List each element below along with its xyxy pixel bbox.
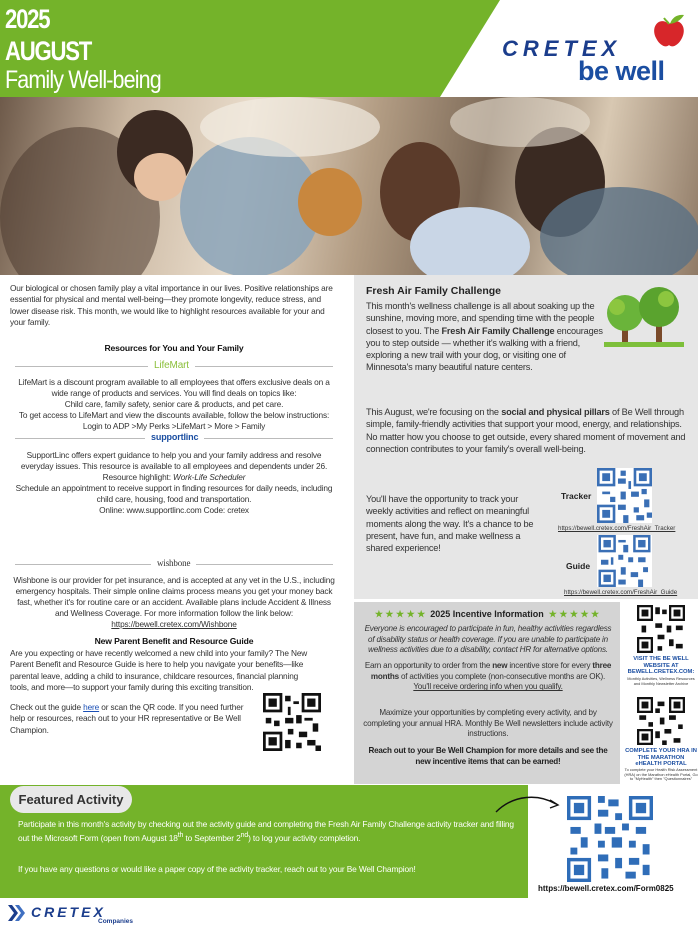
family-hug-illustration	[0, 97, 698, 275]
trees-icon	[602, 285, 686, 349]
fresh-air-paragraph-3: You'll have the opportunity to track your weekly activities and reflect on meaningful moments along the way. It's a chance to be present, have fun, and make wellness a shared experience!	[366, 494, 534, 554]
supportlinc-highlight	[7, 472, 341, 483]
incentive-paragraph-1: Everyone is encouraged to participate in fun, healthy activities regardless of disability status or health coverage. If you are unable to participate in wellness activities due to a disability, contact HR for alternative options.	[364, 624, 612, 655]
lifemart-text-4: To get access to LifeMart and view the discounts available, follow the below instructions:	[18, 410, 330, 420]
fresh-air-panel	[354, 275, 698, 599]
side-resources	[624, 602, 698, 784]
brand-name: CRETEX	[502, 36, 622, 61]
guide-qr-code[interactable]	[597, 535, 652, 587]
newsletter-year: 2025	[5, 4, 50, 34]
featured-paragraph-2: If you have any questions or would like a paper copy of the activity tracker, reach out to your Be Well Champion!	[18, 864, 416, 874]
newsletter-theme: Family Well-being	[5, 66, 161, 94]
wishbone-logo: wishbone	[151, 558, 196, 569]
cretex-chevron-icon	[8, 905, 28, 921]
check-post: or scan the QR code. If you need further help or resources, reach out to your HR representative or Be Well Champion.	[10, 702, 244, 735]
hra-portal-subcaption: To complete your Health Risk Assessment (HRA) on the Marathon eHealth Portal, Go to "MyHealth" then "Questionnaires"	[624, 767, 698, 782]
supportlinc-text-4: child care, housing, food and transportation.	[96, 494, 252, 504]
p1-post: encourages you to step outside — whether it's walking with a friend, exploring a new trail with your dog, or visiting one of Minnesota's many beautiful nature centers.	[366, 325, 603, 373]
p2-bold: social and physical pillars	[501, 407, 610, 417]
f1-sup-nd: nd	[240, 832, 249, 840]
bewell-website-caption: VISIT THE BE WELL WEBSITE AT BEWELL.CRETEX.COM:	[627, 656, 695, 676]
featured-paragraph-1	[18, 819, 522, 844]
qr-code-icon	[637, 605, 685, 653]
fresh-air-title: Fresh Air Family Challenge	[366, 285, 501, 297]
incentive-paragraph-3: Maximize your opportunities by completing every activity, and by completing your annual HRA. Monthly Be Well newsletters include activity instructions.	[363, 708, 613, 739]
microsoft-form-url[interactable]: https://bewell.cretex.com/Form0825	[538, 884, 674, 893]
hra-portal-caption: COMPLETE YOUR HRA IN THE MARATHON eHEALTH PORTAL	[625, 748, 697, 768]
lifemart-text-5: Login to ADP >My Perks >LifeMart > More > Family	[82, 421, 266, 431]
lifemart-logo: LifeMart	[148, 360, 195, 371]
featured-activity-label: Featured Activity	[10, 786, 132, 813]
wishbone-text-1: Wishbone is our provider for pet insurance, and is accepted at any vet in the U.S., including	[13, 575, 335, 585]
supportlinc-text-2: everyday issues. This resource is available to all employees and dependents under 26.	[20, 461, 328, 471]
footer-brand: CRETEX	[31, 904, 106, 920]
tracker-qr-code[interactable]	[597, 468, 652, 523]
supportlinc-text-1: SupportLinc offers expert guidance to help you and your family address and resolve	[26, 450, 322, 460]
tracker-label: Tracker	[561, 491, 592, 501]
footer-brand-sub: Companies	[98, 918, 134, 925]
ordering-info-link[interactable]: You'll receive ordering info when you qualify.	[413, 682, 563, 692]
lifemart-text-2: wide range of products and services. You will find deals on topics like:	[51, 388, 297, 398]
p2-post: of Be Well through simple, family-friendly activities that support your mood, energy, and relationships. No matter how you choose to get outside, every shared moment of movement and connection contributes to your family's overall well-being.	[366, 407, 686, 454]
p2-pre: This August, we're focusing on the	[366, 407, 502, 417]
star-icons: ★ ★ ★ ★ ★	[548, 609, 600, 619]
bewell-website-qr-code[interactable]	[637, 605, 685, 653]
guide-label: Guide	[566, 561, 591, 571]
incentive-paragraph-2	[362, 661, 614, 693]
hero-photo	[0, 97, 698, 275]
lifemart-text-1: LifeMart is a discount program available to all employees that offers exclusive deals on a	[18, 377, 330, 387]
incentive-paragraph-4: Reach out to your Be Well Champion for more details and see the new incentive items that can be earned!	[368, 746, 608, 766]
resources-column	[5, 275, 343, 785]
brand-tagline: be well	[578, 56, 665, 86]
parent-guide-text: Are you expecting or have recently welcomed a new child into your family? The New Parent Benefit and Resource Guide is here to help you navigate your benefits—like parental leave, adding a child to insurance, childcare resources, financial planning tools, and more—to support your family during this exciting transition.	[10, 648, 308, 692]
p2-bold-new: new	[492, 661, 508, 670]
f1-sup-th: th	[177, 832, 184, 840]
supportlinc-logo: supportlinc	[145, 432, 204, 443]
hra-portal-qr-code[interactable]	[637, 697, 685, 745]
microsoft-form-qr-code[interactable]	[567, 796, 653, 882]
parent-guide-title: New Parent Benefit and Resource Guide	[94, 636, 254, 646]
guide-url[interactable]: https://bewell.cretex.com/FreshAir_Guide	[564, 589, 678, 596]
qr-code-icon	[567, 796, 653, 882]
bewell-website-subcaption: Monthly Activities, Wellness Resources and Monthly Newsletter Archive	[627, 676, 695, 686]
apple-icon	[648, 12, 690, 52]
wishbone-text-3: fast, whether it's for routine care or an accident. Available plans include Accident & Illness	[17, 597, 331, 607]
fresh-air-paragraph-2	[366, 406, 692, 455]
qr-code-icon	[263, 693, 321, 751]
incentive-panel	[354, 602, 620, 784]
f1-post: ) to log your activity completion.	[248, 833, 361, 843]
arrow-icon	[494, 792, 564, 822]
wishbone-text-2: emergency hospitals. Their simple online claims process means you get your money back	[15, 586, 333, 596]
intro-paragraph: Our biological or chosen family play a vital importance in our lives. Positive relationships are essential for physical and mental well-being—they promote longevity, reduce stress, and lower disease risk. This month, we would like to highlight resources available for your and your family.	[10, 283, 333, 327]
cretex-bewell-logo	[498, 12, 698, 92]
resources-title: Resources for You and Your Family	[104, 343, 244, 353]
f1-mid: to September 2	[183, 833, 241, 843]
parent-guide-check	[10, 702, 256, 736]
wishbone-text-4: and Wellness Coverage. For more information follow the link below:	[54, 608, 294, 618]
incentive-title: 2025 Incentive Information	[430, 609, 544, 619]
qr-code-icon	[637, 697, 685, 745]
lifemart-text-3: Child care, family safety, senior care & products, and pet care.	[64, 399, 284, 409]
guide-here-link[interactable]: here	[83, 702, 100, 712]
p2-bold-months: three months	[370, 661, 612, 681]
header	[0, 0, 698, 97]
newsletter-month: AUGUST	[5, 36, 92, 66]
tracker-url[interactable]: https://bewell.cretex.com/FreshAir_Tracker	[558, 525, 676, 532]
highlight-label: Resource highlight:	[102, 472, 174, 482]
p1-bold: Fresh Air Family Challenge	[441, 325, 555, 336]
p2-pre: Earn an opportunity to order from the	[364, 661, 493, 670]
supportlinc-text-5: Online: www.supportlinc.com Code: cretex	[99, 505, 249, 515]
wishbone-link[interactable]: https://bewell.cretex.com/Wishbone	[111, 619, 237, 629]
f1-pre: Participate in this month's activity by checking out the activity guide and completing the Fresh Air Family Challenge activity tracker and filling out the Microsoft Form (open from August 18	[18, 819, 514, 843]
qr-code-icon	[597, 535, 652, 587]
qr-code-icon	[597, 468, 652, 523]
incentive-title-row	[354, 609, 620, 620]
check-pre: Check out the guide	[10, 702, 84, 712]
p2-post: of activities you complete (non-consecutive months are OK).	[398, 671, 606, 681]
p1-pre: This month's wellness challenge is all about soaking up the sunshine, moving more, and spending time with the people closest to you. The	[366, 301, 595, 336]
highlight-value: Work-Life Scheduler	[173, 472, 246, 482]
fresh-air-paragraph-1	[366, 300, 604, 374]
p2-mid: incentive store for every	[507, 661, 593, 670]
parent-guide-qr-code[interactable]	[263, 693, 321, 751]
star-icons: ★ ★ ★ ★ ★	[374, 609, 426, 619]
footer	[0, 898, 698, 927]
supportlinc-text-3: Schedule an appointment to receive support in finding resources for daily needs, including	[15, 483, 333, 493]
